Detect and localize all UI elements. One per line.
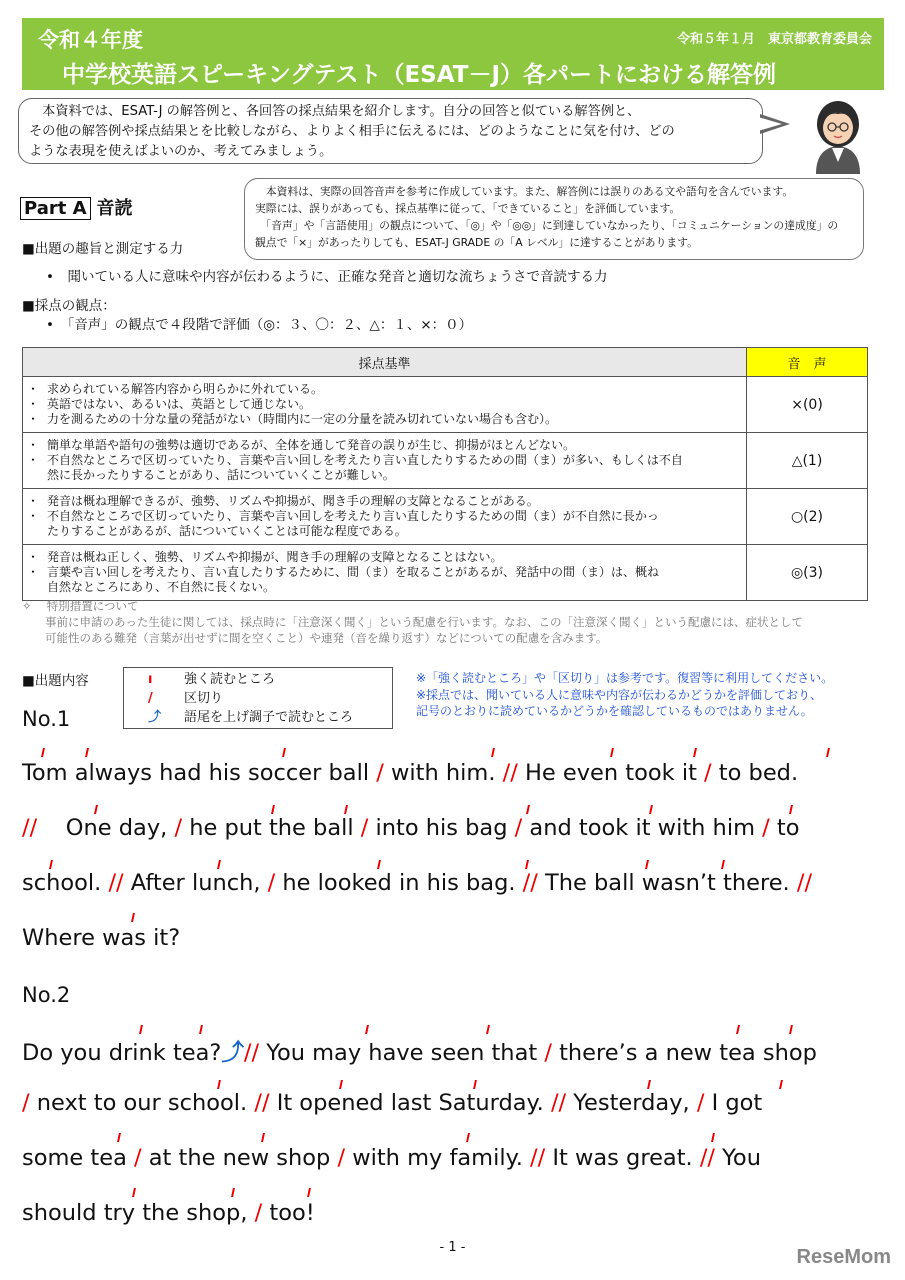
- rising-arrow-icon: ⤴: [221, 1040, 244, 1066]
- rubric-header-row: [23, 348, 868, 377]
- rubric-table: [22, 347, 868, 601]
- special-heading: ✧ 特別措置について: [22, 599, 139, 613]
- header-banner: [22, 18, 884, 90]
- intro-line: 本資料では、ESAT-J の解答例と、各回答の採点結果を紹介します。自分の回答と似ている解答例と、: [29, 104, 641, 119]
- special-line: 可能性のある難発（言葉が出せずに間を空くこと）や連発（音を繰り返す）などについての配慮を含みます。: [22, 631, 608, 645]
- criteria-line: 然に長かったりすることがあり、話についていくことが難しい。: [47, 467, 395, 482]
- stress-mark-icon: [649, 805, 653, 814]
- reference-line: ※採点では、聞いている人に意味や内容が伝わるかどうかを評価しており、: [416, 687, 823, 702]
- stress-mark-icon: [466, 1133, 470, 1142]
- criteria-cell: ・ 求められている解答内容から明らかに外れている。 ・ 英語ではない、あるいは、英語として通じない。 ・ 力を測るための十分な量の発話がない（時間内に一定の分量を読み切れていない場合も含む）。: [23, 377, 747, 433]
- criteria-line: 発音は概ね正しく、強勢、リズムや抑揚が、聞き手の理解の支障となることはない。: [47, 550, 503, 565]
- rubric-row: [23, 377, 868, 433]
- score-cell: ○(2): [747, 489, 868, 545]
- stress-mark-icon: [307, 1188, 311, 1197]
- reading-line: some tea / at the new shop / with my family. // It was great. // You: [22, 1145, 761, 1171]
- reading-line: Do you drink tea?⤴// You may have seen that / there’s a new tea shop: [22, 1040, 817, 1066]
- stress-mark-icon: [41, 748, 45, 757]
- stress-mark-icon: [377, 860, 381, 869]
- reading-line: / next to our school. // It opened last Saturday. // Yesterday, / I got: [22, 1090, 763, 1116]
- rubric-row: [23, 489, 868, 545]
- stress-mark-icon: [132, 1188, 136, 1197]
- criteria-line: 簡単な単語や語句の強勢は適切であるが、全体を通して発音の誤りが生じ、抑揚がほとんどない。: [47, 438, 576, 453]
- symbol-legend: [123, 667, 393, 729]
- viewpoint-bullet: • 「音声」の観点で４段階で評価（◎：３、〇：２、△：１、×：０）: [46, 317, 473, 333]
- criteria-header: 採点基準: [23, 348, 747, 377]
- criteria-cell: ・ 発音は概ね正しく、強勢、リズムや抑揚が、聞き手の理解の支障となることはない。 ・ 言葉や言い回しを考えたり、言い直したりするために、間（ま）を取ることがあるが、発話中の間（ま）は、概ね 自然なところにあり、不自然に長くない。: [23, 545, 747, 601]
- slash-icon: /: [148, 691, 153, 706]
- stress-mark-icon: [339, 1080, 343, 1089]
- reference-line: ※「強く読むところ」や「区切り」は参考です。復習等に利用してください。: [416, 671, 834, 685]
- stress-mark-icon: [282, 748, 286, 757]
- rising-arrow-icon: ⤴: [148, 710, 162, 725]
- score-cell: △(1): [747, 433, 868, 489]
- stress-mark-icon: [344, 805, 348, 814]
- criteria-cell: ・ 簡単な単語や語句の強勢は適切であるが、全体を通して発音の誤りが生じ、抑揚がほとんどない。 ・ 不自然なところで区切っていたり、言葉や言い回しを考えたり言い直したりするための間（ま）が多い、もしくは不自 然に長かったりすることがあり、話についていくことが難しい。: [23, 433, 747, 489]
- rubric-row: [23, 433, 868, 489]
- criteria-line: 不自然なところで区切っていたり、言葉や言い回しを考えたり言い直したりするための間（ま）が多い、もしくは不自: [47, 453, 683, 468]
- voice-header: 音 声: [747, 348, 868, 377]
- criteria-line: たりすることがあるが、話についていくことは可能な程度である。: [47, 523, 407, 538]
- stress-mark-icon: [131, 913, 135, 922]
- stress-mark-icon: [526, 805, 530, 814]
- stress-mark-icon: [473, 1080, 477, 1089]
- criteria-line: 力を測るための十分な量の発話がない（時間内に一定の分量を読み切れていない場合も含む）。: [47, 411, 558, 426]
- legend-label: 区切り: [184, 691, 224, 706]
- note-line: 実際には、誤りがあっても、採点基準に従って、「できていること」を評価しています。: [255, 202, 681, 215]
- reading-line: school. // After lunch, / he looked in his bag. // The ball wasn’t there. //: [22, 870, 813, 896]
- criteria-line: 言葉や言い回しを考えたり、言い直したりするために、間（ま）を取ることがあるが、発話中の間（ま）は、概ね: [47, 565, 660, 580]
- aim-bullet: • 聞いている人に意味や内容が伝わるように、正確な発音と適切な流ちょうさで音読する力: [46, 269, 608, 285]
- legend-label: 語尾を上げ調子で読むところ: [184, 710, 354, 725]
- stress-mark-icon: [94, 805, 98, 814]
- part-name: 音読: [96, 198, 133, 219]
- page-number: - 1 -: [439, 1240, 466, 1255]
- special-line: 事前に申請のあった生徒に関しては、採点時に「注意深く聞く」という配慮を行います。なお、この「注意深く聞く」という配慮には、症状として: [22, 615, 803, 629]
- content-heading: ■出題内容: [22, 673, 89, 689]
- legend-item: [148, 708, 392, 727]
- fiscal-year: 令和４年度: [38, 28, 143, 52]
- note-bubble: [244, 178, 864, 260]
- stress-mark-icon: [736, 1025, 740, 1034]
- score-cell: ×(0): [747, 377, 868, 433]
- legend-item: [148, 689, 392, 708]
- reference-line: 記号のとおりに読めているかどうかを確認しているものではありません。: [416, 704, 813, 718]
- score-cell: ◎(3): [747, 545, 868, 601]
- stress-mark-icon: [271, 805, 275, 814]
- aim-heading: ■出題の趣旨と測定する力: [22, 241, 184, 257]
- question-number: No.1: [22, 707, 71, 731]
- question-number: No.2: [22, 983, 71, 1007]
- reading-line: Tom always had his soccer ball / with him. // He even took it / to bed.: [22, 760, 799, 786]
- criteria-line: 求められている解答内容から明らかに外れている。: [47, 382, 324, 397]
- stress-mark-icon: [647, 1080, 651, 1089]
- stress-mark-icon: [231, 1188, 235, 1197]
- stress-mark-icon: [645, 860, 649, 869]
- stress-mark-icon: [49, 860, 53, 869]
- special-measures: [22, 598, 803, 646]
- stress-mark-icon: [117, 1133, 121, 1142]
- intro-bubble: [18, 98, 763, 164]
- stress-mark-icon: [789, 805, 793, 814]
- note-line: 本資料は、実際の回答音声を参考に作成しています。また、解答例には誤りのある文や語句を含んでいます。: [255, 185, 794, 198]
- criteria-cell: ・ 発音は概ね理解できるが、強勢、リズムや抑揚が、聞き手の理解の支障となることがある。 ・ 不自然なところで区切っていたり、言葉や言い回しを考えたり言い直したりするための間（ま）が不自然に長かっ たりすることがあるが、話についていくことは可能な程度である。: [23, 489, 747, 545]
- viewpoint-heading: ■採点の観点：: [22, 298, 116, 314]
- part-label: Part A: [20, 197, 91, 220]
- stress-mark-icon: [139, 1025, 143, 1034]
- criteria-line: 不自然なところで区切っていたり、言葉や言い回しを考えたり言い直したりするための間（ま）が不自然に長かっ: [47, 509, 659, 524]
- stress-mark-icon: [721, 860, 725, 869]
- stress-mark-icon: [826, 748, 830, 757]
- reading-line: should try the shop, / too!: [22, 1200, 315, 1226]
- teacher-avatar-icon: [802, 96, 874, 174]
- criteria-line: 発音は概ね理解できるが、強勢、リズムや抑揚が、聞き手の理解の支障となることがある。: [47, 494, 539, 509]
- stress-mark-icon: [486, 1025, 490, 1034]
- reference-note: [416, 670, 833, 720]
- stress-mark-icon: [779, 1080, 783, 1089]
- note-line: 「音声」や「言語使用」の観点について、「◎」や「◎◎」に到達していなかったり、「コミュニケーションの達成度」の: [255, 219, 839, 232]
- note-line: 観点で「×」があったりしても、ESAT-J GRADE の「A レベル」に達することがあります。: [255, 236, 698, 249]
- stress-mark-icon: [365, 1025, 369, 1034]
- stress-mark-icon: ı: [148, 672, 153, 687]
- stress-mark-icon: [217, 860, 221, 869]
- reading-line: Where was it?: [22, 925, 181, 951]
- stress-mark-icon: [217, 1080, 221, 1089]
- reading-line: // One day, / he put the ball / into his bag / and took it with him / to: [22, 815, 800, 841]
- stress-mark-icon: [711, 1133, 715, 1142]
- stress-mark-icon: [491, 748, 495, 757]
- intro-line: その他の解答例や採点結果とを比較しながら、よりよく相手に伝えるには、どのようなことに気を付け、どの: [29, 124, 675, 139]
- site-logo: ReseMom: [796, 1246, 891, 1268]
- stress-mark-icon: [85, 748, 89, 757]
- stress-mark-icon: [693, 748, 697, 757]
- part-title: [20, 194, 133, 220]
- stress-mark-icon: [525, 860, 529, 869]
- legend-item: [148, 670, 392, 689]
- bubble-tail-inner: [758, 117, 782, 131]
- criteria-line: 自然なところにあり、不自然に長くない。: [47, 579, 276, 594]
- stress-mark-icon: [199, 1025, 203, 1034]
- legend-label: 強く読むところ: [184, 672, 276, 687]
- page-title: 中学校英語スピーキングテスト（ESAT－J）各パートにおける解答例: [62, 62, 777, 88]
- stress-mark-icon: [789, 1025, 793, 1034]
- stress-mark-icon: [261, 1133, 265, 1142]
- rubric-row: [23, 545, 868, 601]
- stress-mark-icon: [610, 748, 614, 757]
- intro-line: ような表現を使えばよいのか、考えてみましょう。: [29, 144, 333, 159]
- issuer: 令和５年１月 東京都教育委員会: [676, 32, 872, 47]
- criteria-line: 英語ではない、あるいは、英語として通じない。: [47, 397, 312, 412]
